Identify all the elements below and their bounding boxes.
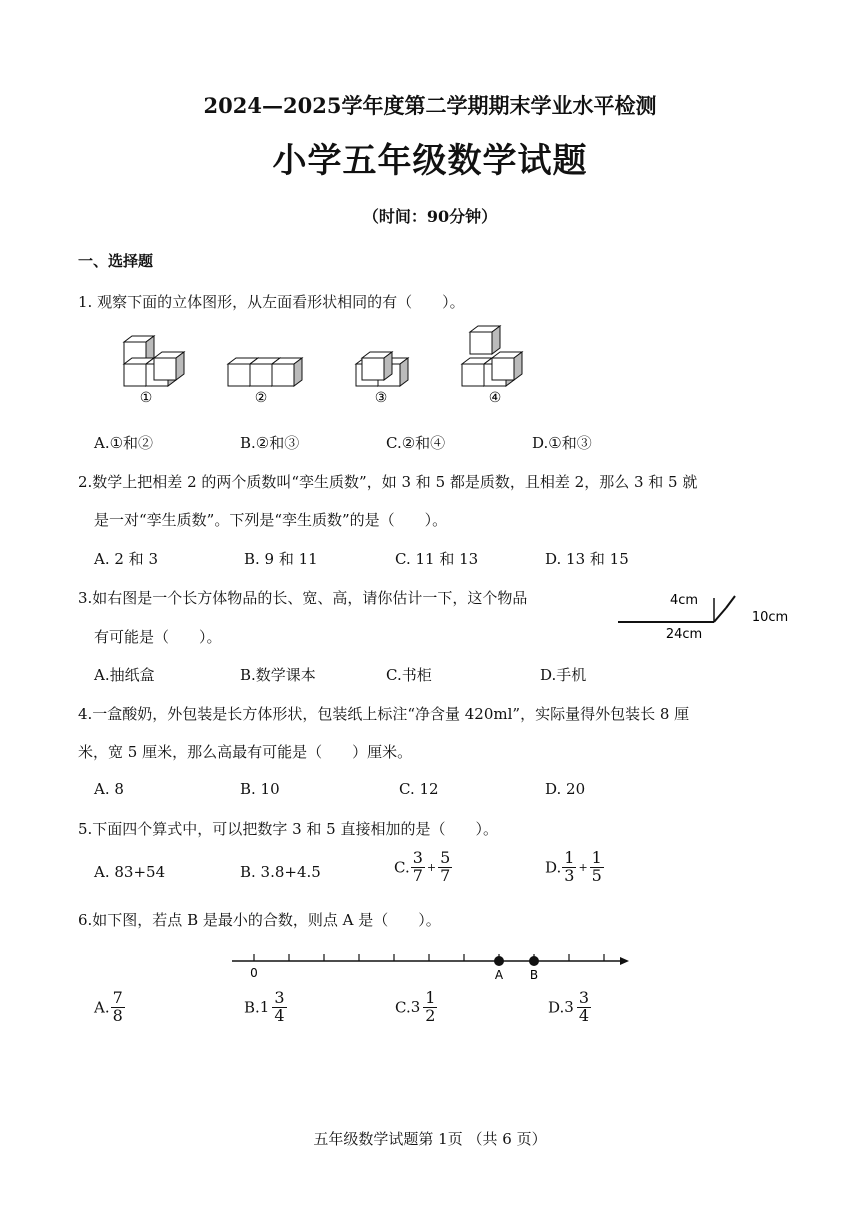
number-line (222, 944, 634, 984)
point-b-marker (529, 956, 539, 966)
q2-option-d: D. 13 和 15 (545, 550, 629, 568)
question-3-stem-line1: 3.如右图是一个长方体物品的长、宽、高，请你估计一下，这个物品 (78, 589, 528, 607)
q5-option-b: B. 3.8+4.5 (240, 863, 321, 881)
question-1-stem: 1. 观察下面的立体图形，从左面看形状相同的有（ ）。 (78, 293, 465, 311)
q3-option-d: D.手机 (540, 666, 587, 684)
number-line-ticks (254, 954, 634, 961)
q1-option-d: D.①和③ (532, 434, 592, 452)
figure-3-cubes (356, 352, 408, 386)
q6-option-c: C.3 $\frac{1}{2}$ (395, 988, 436, 1025)
question-1-figures (100, 318, 560, 408)
q4-option-b: B. 10 (240, 780, 280, 798)
figure-1-cubes (124, 336, 184, 386)
question-3-stem-line2: 有可能是（ ）。 (94, 628, 222, 646)
q6-option-a: A. $\frac{7}{8}$ (94, 988, 123, 1025)
exam-time: （时间：90分钟） (362, 207, 498, 226)
figure-3-label: ③ (374, 390, 388, 406)
height-label: 10cm (751, 610, 789, 625)
point-a-label: A (494, 968, 504, 982)
figure-2-cubes (228, 358, 302, 386)
q2-option-b: B. 9 和 11 (244, 550, 318, 568)
figure-4-cubes (462, 326, 522, 386)
question-2-stem-line1: 2.数学上把相差 2 的两个质数叫“孪生质数”，如 3 和 5 都是质数，且相差 2，那么 3 和 5 就 (78, 473, 698, 491)
length-label: 24cm (665, 627, 703, 642)
q6-option-b: B.1 $\frac{3}{4}$ (244, 988, 285, 1025)
page-title: 小学五年级数学试题 (272, 141, 588, 181)
q1-option-b: B.②和③ (240, 434, 300, 452)
question-5-stem: 5.下面四个算式中，可以把数字 3 和 5 直接相加的是（ ）。 (78, 820, 498, 838)
q2-option-c: C. 11 和 13 (395, 550, 479, 568)
q3-option-c: C.书柜 (386, 666, 432, 684)
q5-option-c: C. $\frac{3}{7}$ + $\frac{5}{7}$ (394, 848, 451, 885)
zero-label: 0 (250, 966, 258, 980)
q5-option-d: D. $\frac{1}{3}$ + $\frac{1}{5}$ (545, 848, 602, 885)
question-4-stem-line2: 米，宽 5 厘米，那么高最有可能是（ ）厘米。 (78, 743, 413, 761)
q6-option-d: D.3 $\frac{3}{4}$ (548, 988, 589, 1025)
q3-option-a: A.抽纸盒 (94, 666, 155, 684)
q4-option-c: C. 12 (399, 780, 439, 798)
figure-1-label: ① (139, 390, 153, 406)
question-3-dimension-figure (610, 588, 810, 644)
q2-option-a: A. 2 和 3 (94, 550, 158, 568)
point-b-label: B (529, 968, 539, 982)
q3-option-b: B.数学课本 (240, 666, 316, 684)
width-label: 4cm (669, 593, 699, 608)
exam-header: 2024—2025学年度第二学期期末学业水平检测 (203, 93, 657, 118)
q5-option-a: A. 83+54 (94, 863, 166, 881)
figure-2-label: ② (254, 390, 268, 406)
q1-option-a: A.①和② (94, 434, 154, 452)
question-2-stem-line2: 是一对“孪生质数”。下列是“孪生质数”的是（ ）。 (94, 511, 448, 529)
question-6-stem: 6.如下图，若点 B 是最小的合数，则点 A 是（ ）。 (78, 911, 441, 929)
q4-option-a: A. 8 (94, 780, 124, 798)
q1-option-c: C.②和④ (386, 434, 446, 452)
page-footer: 五年级数学试题第 1页 （共 6 页） (313, 1130, 547, 1148)
section-title: 一、选择题 (78, 252, 154, 270)
q4-option-d: D. 20 (545, 780, 586, 798)
point-a-marker (494, 956, 504, 966)
figure-4-label: ④ (488, 390, 502, 406)
question-4-stem-line1: 4.一盒酸奶，外包装是长方体形状，包装纸上标注“净含量 420ml”，实际量得外包装长 8 厘 (78, 705, 690, 723)
